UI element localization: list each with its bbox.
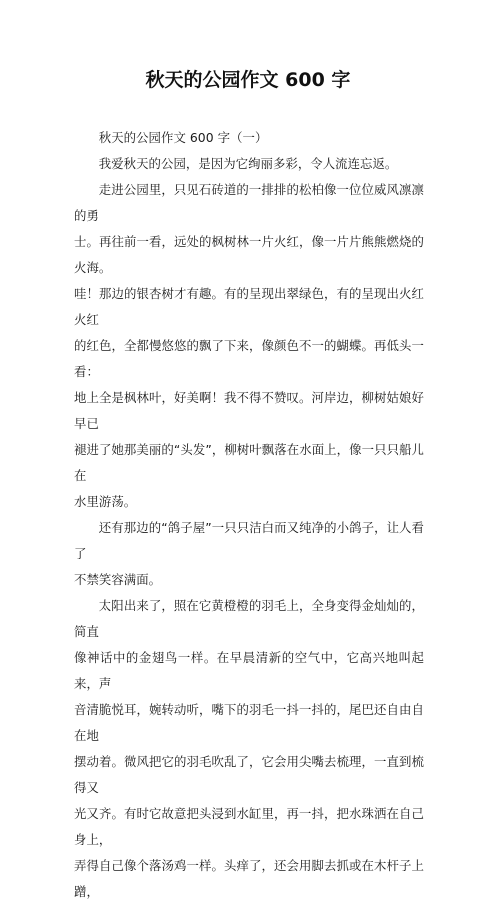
article-paragraph: 还有那边的“鸽子屋”一只只洁白而又纯净的小鸽子，让人看了 不禁笑容满面。 (74, 520, 424, 587)
article-paragraph: 走进公园里，只见石砖道的一排排的松柏像一位位威风凛凛的勇 士。再往前一看，远处的枫树林一片火红，像一片片熊熊燃烧的火海。 哇！那边的银杏树才有趣。有的呈现出翠绿色，有的呈现出火红火红 的红色，全都慢悠悠的飘了下来，像颜色不一的蝴蝶。再低头一看： 地上全是枫林叶，好美啊！我不得不赞叹。河岸边，柳树姑娘好早已 褪进了她那美丽的“头发”，柳树叶飘落在水面上，像一只只船儿在 水里游荡。 (74, 182, 424, 509)
article-body (74, 125, 424, 905)
article-paragraph: 太阳出来了，照在它黄橙橙的羽毛上，全身变得金灿灿的，简直 像神话中的金翅鸟一样。在早晨清新的空气中，它高兴地叫起来，声 音清脆悦耳，婉转动听，嘴下的羽毛一抖一抖的，尾巴还自由自在地 摆动着。微风把它的羽毛吹乱了，它会用尖嘴去梳理，一直到梳得又 光又齐。有时它故意把头浸到水缸里，再一抖，把水珠洒在自己身上， 弄得自己像个落汤鸡一样。头痒了，还会用脚去抓或在木杆子上蹭， (74, 598, 424, 899)
article-title: 秋天的公园作文 600 字 (145, 69, 351, 91)
article-paragraph: 秋天的公园作文 600 字（一） (98, 130, 268, 145)
article-paragraph: 我爱秋天的公园，是因为它绚丽多彩，令人流连忘返。 (98, 156, 398, 171)
